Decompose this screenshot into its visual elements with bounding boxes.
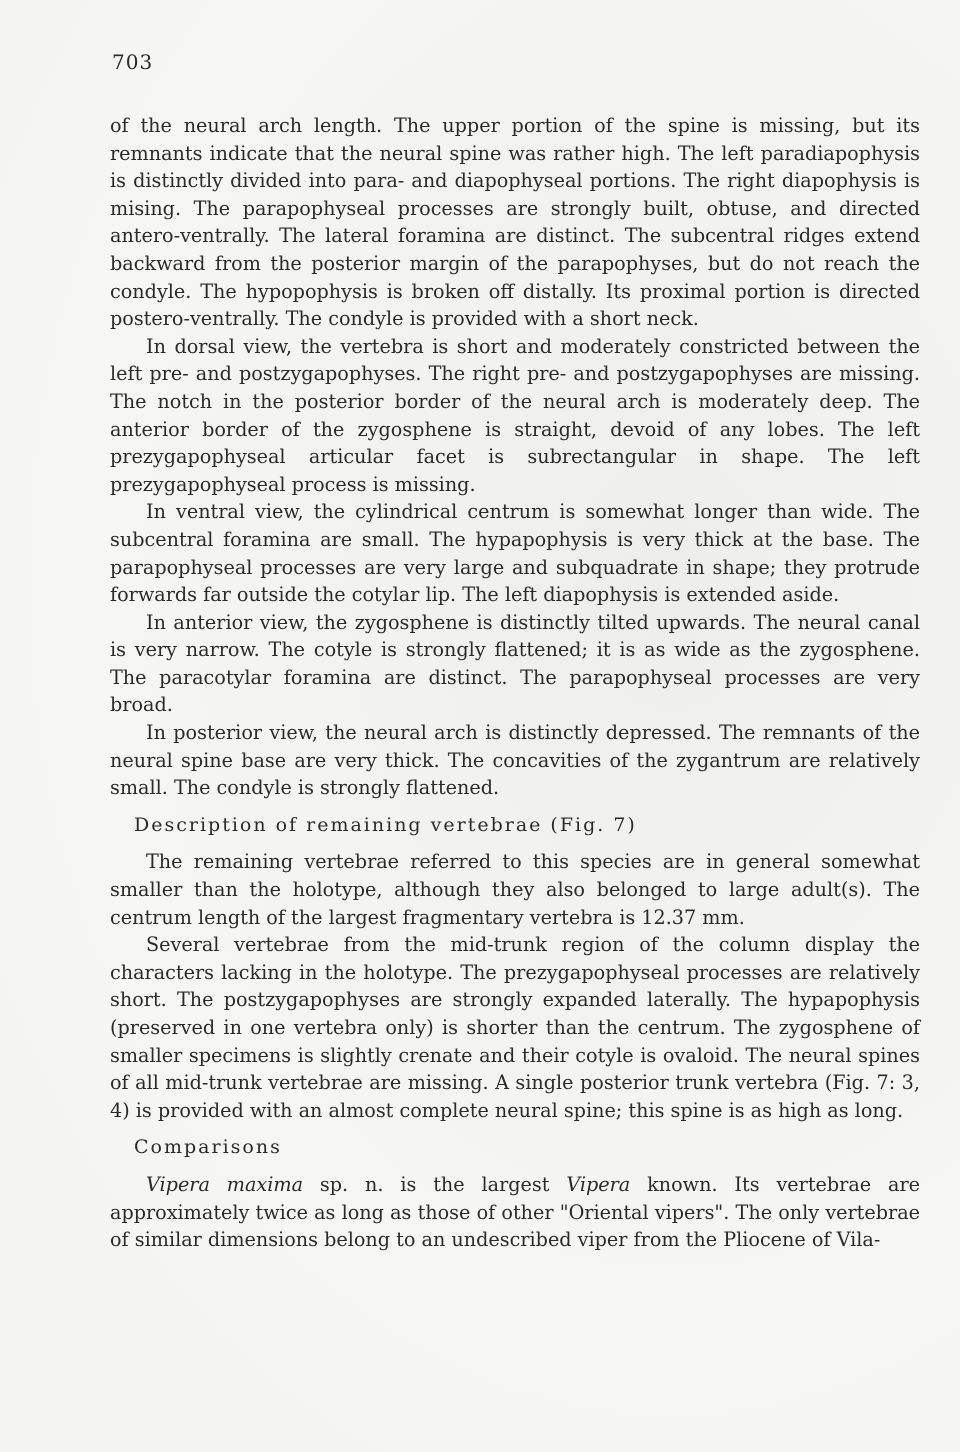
taxon-name: Vipera: [566, 1172, 631, 1196]
paragraph-dorsal-view: In dorsal view, the vertebra is short and moderately constricted between the left pre- and postzygapophyses. The right pre- and postzygapophyses are missing. The notch in the posterior border of the neural arch is moderately deep. The anterior border of the zygosphene is straight, devoid of any lobes. The left prezygapophyseal articular facet is subrectangular in shape. The left prezygapophyseal process is missing.: [110, 334, 920, 496]
paragraph-comparisons: [110, 1171, 920, 1254]
taxon-name: Vipera maxima: [146, 1172, 304, 1196]
text-run: sp. n. is the largest: [303, 1172, 567, 1196]
section-heading-remaining-vertebrae: Description of remaining vertebrae (Fig. 7): [134, 813, 637, 836]
paragraph-posterior-view: In posterior view, the neural arch is distinctly depressed. The remnants of the neural spine base are very thick. The concavities of the zygantrum are relatively small. The condyle is strongly flattened.: [110, 721, 920, 800]
paragraph-continuation: of the neural arch length. The upper portion of the spine is missing, but its remnants indicate that the neural spine was rather high. The left paradiapophysis is distinctly divided into para- and diapophyseal portions. The right diapophysis is mising. The parapophyseal processes are strongly built, obtuse, and directed antero-ventrally. The lateral foramina are distinct. The subcentral ridges extend backward from the posterior margin of the parapophyses, but do not reach the condyle. The hypopophysis is broken off distally. Its proximal portion is directed postero-ventrally. The condyle is provided with a short neck.: [110, 114, 920, 331]
page-number: 703: [112, 50, 154, 74]
section-heading-comparisons: Comparisons: [134, 1136, 282, 1159]
paragraph-anterior-view: In anterior view, the zygosphene is distinctly tilted upwards. The neural canal is very narrow. The cotyle is strongly flattened; it is as wide as the zygosphene. The paracotylar foramina are distinct. The parapophyseal processes are very broad.: [110, 610, 920, 717]
body-text: [110, 112, 920, 1254]
text-run: known. Its vertebrae are approximately twice as long as those of other "Oriental vipers". The only vertebrae of similar dimensions belong to an undescribed viper from the Pliocene of Vila-: [110, 1172, 920, 1252]
paragraph-ventral-view: In ventral view, the cylindrical centrum is somewhat longer than wide. The subcentral foramina are small. The hypapophysis is very thick at the base. The parapophyseal processes are very large and subquadrate in shape; they protrude forwards far outside the cotylar lip. The left diapophysis is extended aside.: [110, 500, 920, 607]
paragraph-remaining-vertebrae: The remaining vertebrae referred to this species are in general somewhat smaller than the holotype, although they also belonged to large adult(s). The centrum length of the largest fragmentary vertebra is 12.37 mm.: [110, 850, 920, 929]
paragraph-mid-trunk: Several vertebrae from the mid-trunk region of the column display the characters lacking in the holotype. The prezygapophyseal processes are relatively short. The postzygapophyses are strongly expanded laterally. The hypapophysis (preserved in one vertebra only) is shorter than the centrum. The zygosphene of smaller specimens is slightly crenate and their cotyle is ovaloid. The neural spines of all mid-trunk vertebrae are missing. A single posterior trunk vertebra (Fig. 7: 3, 4) is provided with an almost complete neural spine; this spine is as high as long.: [110, 933, 920, 1122]
